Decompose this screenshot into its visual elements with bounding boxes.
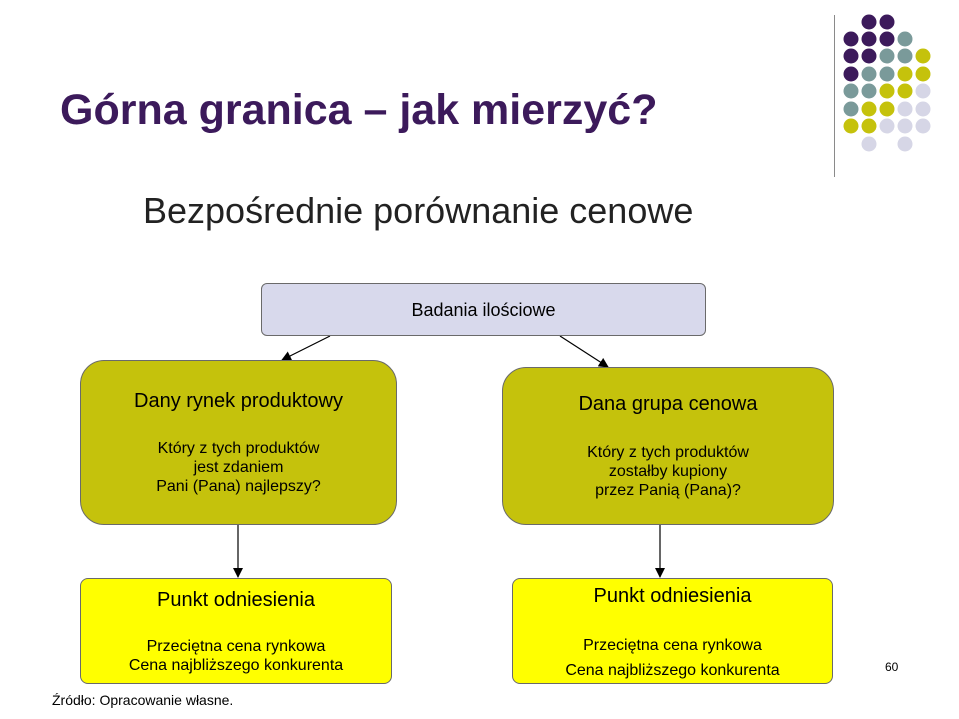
- product-market-box: [80, 360, 397, 525]
- product-market-question: Który z tych produktów jest zdaniem Pani (Pana) najlepszy?: [156, 440, 321, 495]
- price-group-question: Który z tych produktów zostałby kupiony przez Panią (Pana)?: [587, 444, 749, 499]
- reference-point-text-left: Przeciętna cena rynkowa Cena najbliższego konkurenta: [128, 638, 344, 674]
- arrow-top-to-left: [282, 336, 330, 360]
- reference-point-heading-right: Punkt odniesienia: [593, 585, 752, 607]
- reference-point-text-right: Przeciętna cena rynkowa Cena najbliższego konkurenta: [565, 637, 780, 679]
- quantitative-research-box: Badania ilościowe: [261, 283, 706, 336]
- slide-subtitle: Bezpośrednie porównanie cenowe: [143, 190, 694, 231]
- source-note: Źródło: Opracowanie własne.: [52, 692, 234, 708]
- price-group-heading: Dana grupa cenowa: [578, 393, 758, 415]
- reference-point-box-right: [512, 578, 833, 684]
- reference-point-heading-left: Punkt odniesienia: [157, 589, 315, 611]
- page-number: 60: [885, 660, 899, 674]
- slide-title: Górna granica – jak mierzyć?: [60, 86, 658, 134]
- arrow-top-to-right: [560, 336, 608, 367]
- price-group-box: [502, 367, 834, 525]
- reference-point-box-left: [80, 578, 392, 684]
- product-market-heading: Dany rynek produktowy: [134, 390, 343, 412]
